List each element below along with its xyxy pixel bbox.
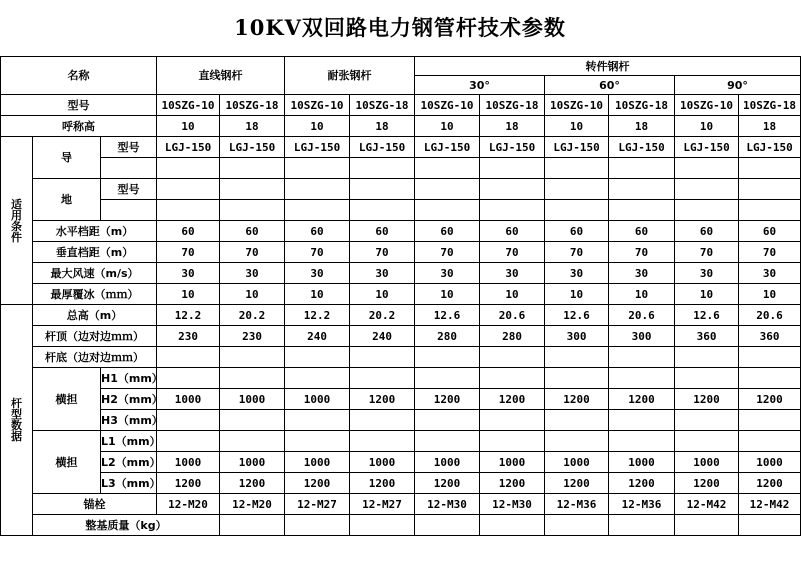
model-value: 10SZG-10 [157, 95, 220, 116]
top-diameter-label: 杆顶（边对边ｍｍ） [33, 326, 157, 347]
empty-cell [350, 200, 415, 221]
conductor-value: LGJ-150 [675, 137, 739, 158]
condition-value: 70 [415, 242, 480, 263]
crossarm-h-value [220, 368, 285, 389]
conductor-value: LGJ-150 [350, 137, 415, 158]
total-height-value: 20.6 [739, 305, 801, 326]
condition-value: 60 [220, 221, 285, 242]
crossarm-l-value [480, 431, 545, 452]
condition-value: 30 [350, 263, 415, 284]
nominal-height-value: 10 [415, 116, 480, 137]
conductor-value: LGJ-150 [739, 137, 801, 158]
condition-value: 60 [739, 221, 801, 242]
anchor-bolt-label: 锚栓 [33, 494, 157, 515]
top-diameter-value: 240 [285, 326, 350, 347]
condition-value: 10 [545, 284, 609, 305]
model-row [1, 95, 801, 116]
condition-value: 10 [350, 284, 415, 305]
crossarm-l-value: 1000 [285, 452, 350, 473]
header-angle: 90° [675, 76, 801, 95]
ground-model-label: 型号 [101, 179, 157, 200]
condition-value: 10 [739, 284, 801, 305]
conductor-value: LGJ-150 [480, 137, 545, 158]
crossarm-l-value: 1200 [609, 473, 675, 494]
empty-cell [609, 200, 675, 221]
condition-value: 30 [609, 263, 675, 284]
crossarm-l-value: 1000 [739, 452, 801, 473]
condition-value: 60 [609, 221, 675, 242]
nominal-height-value: 10 [545, 116, 609, 137]
empty-cell [157, 347, 220, 368]
empty-cell [545, 179, 609, 200]
ground-label: 地 [33, 179, 101, 221]
crossarm-l-value: 1000 [675, 452, 739, 473]
total-height-value: 20.6 [609, 305, 675, 326]
nominal-height-value: 10 [157, 116, 220, 137]
anchor-bolt-value: 12-M42 [739, 494, 801, 515]
empty-cell [739, 515, 801, 536]
anchor-bolt-value: 12-M42 [675, 494, 739, 515]
empty-cell [285, 200, 350, 221]
crossarm-h-value: 1200 [545, 389, 609, 410]
anchor-bolt-value: 12-M30 [415, 494, 480, 515]
empty-cell [350, 158, 415, 179]
crossarm-h-value [739, 410, 801, 431]
condition-value: 70 [157, 242, 220, 263]
condition-label: 垂直档距（m） [33, 242, 157, 263]
crossarm-h-value [350, 368, 415, 389]
condition-label: 水平档距（m） [33, 221, 157, 242]
total-height-value: 12.2 [285, 305, 350, 326]
anchor-bolt-row [1, 494, 801, 515]
crossarm-l-sub-label: L1（mm） [101, 431, 157, 452]
condition-value: 60 [480, 221, 545, 242]
crossarm-l-value: 1000 [609, 452, 675, 473]
condition-value: 70 [609, 242, 675, 263]
crossarm-h-value [480, 410, 545, 431]
total-height-value: 12.6 [415, 305, 480, 326]
condition-value: 70 [545, 242, 609, 263]
empty-cell [545, 158, 609, 179]
crossarm-h-row [1, 389, 801, 410]
total-height-label: 总高（m） [33, 305, 157, 326]
conditions-label: 适 用 条 件 [1, 137, 33, 305]
model-value: 10SZG-18 [480, 95, 545, 116]
condition-value: 10 [415, 284, 480, 305]
condition-value: 70 [220, 242, 285, 263]
empty-cell [545, 515, 609, 536]
empty-cell [480, 179, 545, 200]
empty-cell [480, 515, 545, 536]
empty-cell [415, 179, 480, 200]
condition-value: 10 [285, 284, 350, 305]
conductor-value: LGJ-150 [545, 137, 609, 158]
document-title: 10KV双回路电力钢管杆技术参数 [234, 15, 566, 40]
total-height-value: 20.2 [350, 305, 415, 326]
empty-cell [157, 179, 220, 200]
conductor-value: LGJ-150 [609, 137, 675, 158]
crossarm-h-value [609, 368, 675, 389]
crossarm-h-value [675, 410, 739, 431]
empty-cell [350, 347, 415, 368]
crossarm-l-value: 1200 [157, 473, 220, 494]
condition-value: 60 [157, 221, 220, 242]
header-corner-pole: 转件钢杆 [415, 57, 801, 76]
bottom-diameter-label: 杆底（边对边ｍｍ） [33, 347, 157, 368]
crossarm-h-label: 横担 [33, 368, 101, 431]
empty-cell [285, 158, 350, 179]
top-diameter-value: 230 [220, 326, 285, 347]
crossarm-h-value [675, 368, 739, 389]
empty-cell [350, 515, 415, 536]
crossarm-h-value [285, 410, 350, 431]
crossarm-h-value [739, 368, 801, 389]
conductor-value: LGJ-150 [415, 137, 480, 158]
empty-cell [609, 179, 675, 200]
total-weight-label: 整基质量（kg） [33, 515, 220, 536]
anchor-bolt-value: 12-M27 [285, 494, 350, 515]
crossarm-h-row [1, 410, 801, 431]
condition-value: 70 [739, 242, 801, 263]
condition-value: 30 [545, 263, 609, 284]
empty-cell [480, 200, 545, 221]
nominal-height-label: 呼称高 [1, 116, 157, 137]
empty-cell [545, 347, 609, 368]
total-height-value: 12.6 [675, 305, 739, 326]
top-diameter-value: 280 [415, 326, 480, 347]
crossarm-h-sub-label: H1（mm） [101, 368, 157, 389]
top-diameter-value: 300 [545, 326, 609, 347]
empty-cell [285, 179, 350, 200]
condition-row [1, 221, 801, 242]
spec-table [0, 56, 801, 536]
crossarm-l-value: 1000 [480, 452, 545, 473]
crossarm-l-value: 1000 [157, 452, 220, 473]
top-diameter-value: 360 [675, 326, 739, 347]
crossarm-l-value: 1200 [350, 473, 415, 494]
model-value: 10SZG-18 [609, 95, 675, 116]
crossarm-h-value [609, 410, 675, 431]
crossarm-l-value: 1200 [220, 473, 285, 494]
top-diameter-value: 300 [609, 326, 675, 347]
crossarm-h-value [285, 368, 350, 389]
empty-cell [739, 158, 801, 179]
crossarm-l-value: 1000 [545, 452, 609, 473]
crossarm-h-value: 1200 [739, 389, 801, 410]
crossarm-l-value [350, 431, 415, 452]
empty-cell [739, 200, 801, 221]
condition-value: 10 [157, 284, 220, 305]
condition-value: 60 [415, 221, 480, 242]
crossarm-h-value [545, 410, 609, 431]
crossarm-l-value: 1000 [350, 452, 415, 473]
crossarm-h-value [350, 410, 415, 431]
nominal-height-value: 18 [609, 116, 675, 137]
header-row-1 [1, 57, 801, 76]
empty-cell [285, 347, 350, 368]
ground-row-1 [1, 179, 801, 200]
empty-cell [609, 515, 675, 536]
condition-value: 30 [675, 263, 739, 284]
conductor-model-label: 型号 [101, 137, 157, 158]
conductor-row-1 [1, 137, 801, 158]
nominal-height-value: 10 [285, 116, 350, 137]
condition-value: 60 [545, 221, 609, 242]
top-diameter-row [1, 326, 801, 347]
total-height-value: 12.6 [545, 305, 609, 326]
header-tension-pole: 耐张钢杆 [285, 57, 415, 95]
crossarm-h-sub-label: H3（mm） [101, 410, 157, 431]
empty-cell [609, 347, 675, 368]
condition-value: 10 [675, 284, 739, 305]
model-value: 10SZG-10 [415, 95, 480, 116]
conductor-row-2 [1, 158, 801, 179]
crossarm-l-sub-label: L3（mm） [101, 473, 157, 494]
crossarm-l-value: 1200 [675, 473, 739, 494]
total-weight-row [1, 515, 801, 536]
conductor-value: LGJ-150 [157, 137, 220, 158]
anchor-bolt-value: 12-M36 [609, 494, 675, 515]
condition-value: 70 [350, 242, 415, 263]
nominal-height-value: 18 [220, 116, 285, 137]
condition-value: 30 [285, 263, 350, 284]
top-diameter-value: 280 [480, 326, 545, 347]
condition-value: 10 [609, 284, 675, 305]
empty-cell [480, 347, 545, 368]
crossarm-h-value: 1000 [285, 389, 350, 410]
condition-value: 30 [739, 263, 801, 284]
crossarm-l-value [415, 431, 480, 452]
empty-cell [415, 158, 480, 179]
crossarm-l-value: 1000 [415, 452, 480, 473]
condition-value: 30 [157, 263, 220, 284]
crossarm-h-value: 1200 [415, 389, 480, 410]
crossarm-l-value [285, 431, 350, 452]
crossarm-h-value [220, 410, 285, 431]
anchor-bolt-value: 12-M20 [220, 494, 285, 515]
conductor-value: LGJ-150 [285, 137, 350, 158]
total-height-value: 20.6 [480, 305, 545, 326]
condition-value: 10 [220, 284, 285, 305]
condition-value: 60 [675, 221, 739, 242]
condition-value: 30 [220, 263, 285, 284]
model-label: 型号 [1, 95, 157, 116]
header-angle: 60° [545, 76, 675, 95]
empty-cell [415, 200, 480, 221]
nominal-height-value: 18 [350, 116, 415, 137]
model-value: 10SZG-18 [220, 95, 285, 116]
crossarm-l-row [1, 473, 801, 494]
conductor-value: LGJ-150 [220, 137, 285, 158]
model-value: 10SZG-10 [285, 95, 350, 116]
crossarm-h-value [157, 410, 220, 431]
empty-cell [157, 200, 220, 221]
empty-cell [675, 200, 739, 221]
crossarm-h-value: 1000 [157, 389, 220, 410]
crossarm-l-value [220, 431, 285, 452]
empty-cell [675, 179, 739, 200]
empty-cell [220, 179, 285, 200]
crossarm-h-value [157, 368, 220, 389]
crossarm-l-value [157, 431, 220, 452]
empty-cell [675, 158, 739, 179]
empty-cell [675, 347, 739, 368]
empty-cell [157, 158, 220, 179]
nominal-height-row [1, 116, 801, 137]
condition-value: 70 [480, 242, 545, 263]
anchor-bolt-value: 12-M36 [545, 494, 609, 515]
condition-row [1, 242, 801, 263]
header-angle: 30° [415, 76, 545, 95]
crossarm-l-row [1, 452, 801, 473]
crossarm-h-value: 1200 [480, 389, 545, 410]
empty-cell [220, 347, 285, 368]
condition-row [1, 263, 801, 284]
model-value: 10SZG-10 [675, 95, 739, 116]
bottom-diameter-row [1, 347, 801, 368]
empty-cell [285, 515, 350, 536]
pole-data-label: 杆 型 数 据 [1, 305, 33, 536]
nominal-height-value: 18 [739, 116, 801, 137]
crossarm-h-value [415, 368, 480, 389]
anchor-bolt-value: 12-M30 [480, 494, 545, 515]
crossarm-l-value: 1200 [285, 473, 350, 494]
crossarm-h-value: 1200 [675, 389, 739, 410]
model-value: 10SZG-18 [739, 95, 801, 116]
crossarm-l-row [1, 431, 801, 452]
condition-value: 30 [480, 263, 545, 284]
condition-value: 70 [285, 242, 350, 263]
crossarm-l-label: 横担 [33, 431, 101, 494]
empty-cell [350, 179, 415, 200]
empty-cell [415, 347, 480, 368]
condition-value: 30 [415, 263, 480, 284]
header-straight-pole: 直线钢杆 [157, 57, 285, 95]
empty-cell [675, 515, 739, 536]
condition-row [1, 284, 801, 305]
crossarm-l-value: 1000 [220, 452, 285, 473]
anchor-bolt-value: 12-M27 [350, 494, 415, 515]
total-height-value: 12.2 [157, 305, 220, 326]
crossarm-h-value: 1000 [220, 389, 285, 410]
empty-cell [415, 515, 480, 536]
crossarm-l-value: 1200 [545, 473, 609, 494]
crossarm-h-value: 1200 [609, 389, 675, 410]
model-value: 10SZG-10 [545, 95, 609, 116]
empty-cell [220, 158, 285, 179]
empty-cell [220, 200, 285, 221]
crossarm-h-value [545, 368, 609, 389]
total-height-row [1, 305, 801, 326]
condition-value: 10 [480, 284, 545, 305]
condition-value: 60 [350, 221, 415, 242]
crossarm-h-value [480, 368, 545, 389]
condition-label: 最厚覆冰（ｍｍ） [33, 284, 157, 305]
header-name: 名称 [1, 57, 157, 95]
anchor-bolt-value: 12-M20 [157, 494, 220, 515]
crossarm-h-value: 1200 [350, 389, 415, 410]
condition-label: 最大风速（m/s） [33, 263, 157, 284]
top-diameter-value: 240 [350, 326, 415, 347]
crossarm-l-value: 1200 [739, 473, 801, 494]
nominal-height-value: 10 [675, 116, 739, 137]
empty-cell [609, 158, 675, 179]
crossarm-l-value: 1200 [415, 473, 480, 494]
crossarm-h-value [415, 410, 480, 431]
empty-cell [101, 158, 157, 179]
crossarm-l-value: 1200 [480, 473, 545, 494]
empty-cell [480, 158, 545, 179]
top-diameter-value: 230 [157, 326, 220, 347]
crossarm-l-value [609, 431, 675, 452]
empty-cell [545, 200, 609, 221]
top-diameter-value: 360 [739, 326, 801, 347]
crossarm-l-value [545, 431, 609, 452]
crossarm-l-value [739, 431, 801, 452]
empty-cell [220, 515, 285, 536]
condition-value: 60 [285, 221, 350, 242]
condition-value: 70 [675, 242, 739, 263]
crossarm-l-value [675, 431, 739, 452]
empty-cell [739, 347, 801, 368]
crossarm-h-row [1, 368, 801, 389]
nominal-height-value: 18 [480, 116, 545, 137]
total-height-value: 20.2 [220, 305, 285, 326]
empty-cell [739, 179, 801, 200]
ground-row-2 [1, 200, 801, 221]
crossarm-l-sub-label: L2（mm） [101, 452, 157, 473]
conductor-label: 导 [33, 137, 101, 179]
empty-cell [101, 200, 157, 221]
model-value: 10SZG-18 [350, 95, 415, 116]
crossarm-h-sub-label: H2（mm） [101, 389, 157, 410]
